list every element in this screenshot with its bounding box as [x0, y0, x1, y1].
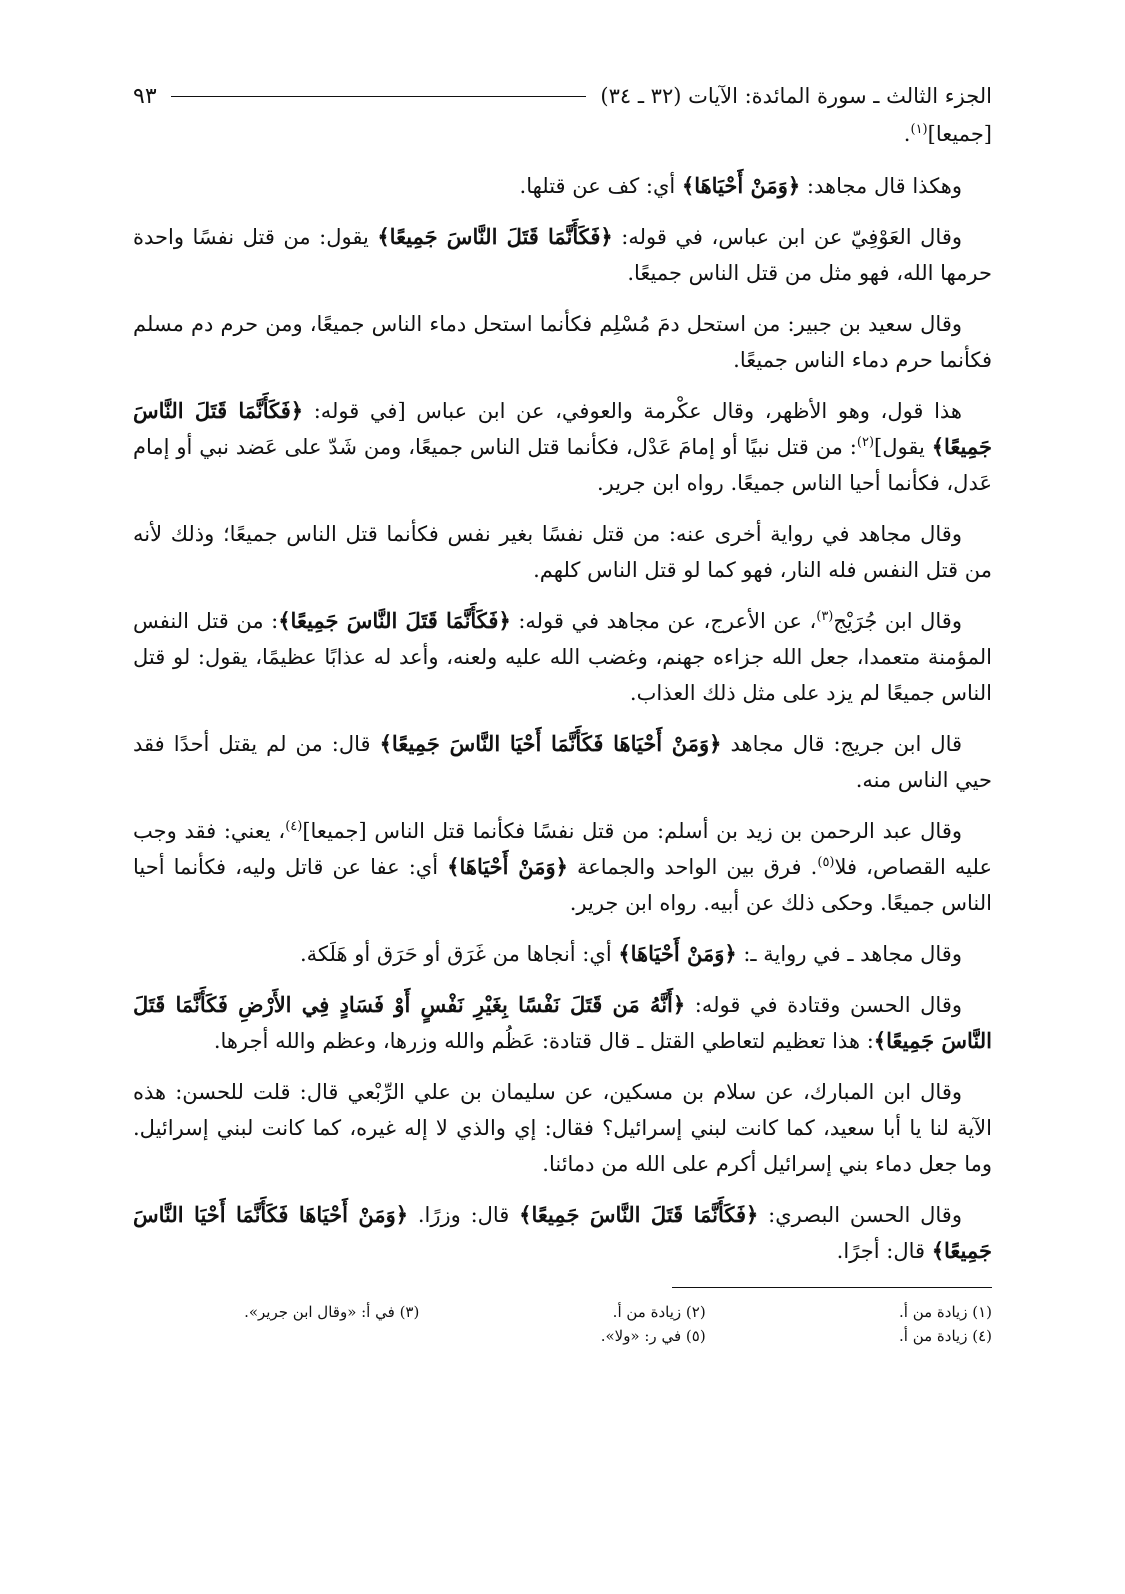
- paragraph-text: أي: عفا عن قاتل وليه، فكأنما أحيا الناس جميعًا. وحكى ذلك عن أبيه. رواه ابن جرير.: [133, 855, 992, 915]
- paragraph-text: . فرق بين الواحد والجماعة: [567, 855, 818, 879]
- paragraph-text: وقال ابن المبارك، عن سلام بن مسكين، عن سليمان بن علي الرِّبْعي قال: قلت للحسن: هذه الآية لنا يا أبا سعيد، كما كانت لبني إسرائيل؟ فقال: إي والذي لا إله غيره، كما كانت لبني إسرائيل. وما جعل دماء بني إسرائيل أكرم على الله من دمائنا.: [133, 1080, 992, 1176]
- paragraph: [133, 813, 992, 921]
- paragraph-text: وقال العَوْفِيّ عن ابن عباس، في قوله:: [612, 225, 962, 249]
- paragraph-text: وقال مجاهد ـ في رواية ـ:: [736, 942, 962, 966]
- quran-quote: ﴿وَمَنْ أَحْيَاهَا﴾: [618, 941, 737, 966]
- paragraph: [133, 987, 992, 1059]
- footnote: (١) زيادة من أ.: [899, 1303, 992, 1321]
- running-header: [133, 78, 992, 114]
- paragraph: [133, 219, 992, 291]
- footnote-marker: (٢): [856, 435, 875, 450]
- paragraph: [133, 516, 992, 588]
- footnote: (٢) زيادة من أ.: [612, 1303, 706, 1321]
- paragraph: [133, 726, 992, 798]
- paragraph-text: وقال ابن جُرَيْج: [833, 609, 962, 633]
- paragraph-text: قال: من لم يقتل أحدًا فقد حيي الناس منه.: [133, 732, 992, 792]
- quran-quote: ﴿فَكَأَنَّمَا قَتَلَ النَّاسَ جَمِيعًا﴾: [278, 608, 511, 633]
- paragraph-text: يقول]: [874, 435, 932, 459]
- footnote-marker: (٣): [816, 609, 834, 624]
- paragraph: [133, 168, 992, 204]
- footnote: (٣) في أ: «وقال ابن جرير».: [244, 1303, 420, 1321]
- paragraph: [133, 603, 992, 711]
- paragraph-text: وقال مجاهد في رواية أخرى عنه: من قتل نفسًا بغير نفس فكأنما قتل الناس جميعًا؛ وذلك لأنه من قتل النفس فله النار، فهو كما لو قتل الناس كلهم.: [133, 522, 992, 582]
- quran-quote: ﴿أَنَّهُ مَن قَتَلَ نَفْسًا بِغَيْرِ نَفْسٍ أَوْ فَسَادٍ فِي الأَرْضِ فَكَأَنَّمَا قَتَلَ النَّاسَ جَمِيعًا﴾: [133, 992, 992, 1053]
- paragraph-text: أي: أنجاها من غَرَق أو حَرَق أو هَلَكة.: [300, 942, 619, 966]
- paragraph-text: وقال الحسن وقتادة في قوله:: [685, 993, 962, 1017]
- header-title: الجزء الثالث ـ سورة المائدة: الآيات (٣٢ ـ ٣٤): [600, 84, 992, 108]
- paragraph-text: وهكذا قال مجاهد:: [800, 174, 962, 198]
- paragraph: [133, 1197, 992, 1269]
- footnote: (٥) في ر: «ولا».: [600, 1327, 706, 1345]
- paragraph-text: : من قتل النفس المؤمنة متعمدا، جعل الله جزاءه جهنم، وغضب الله عليه ولعنه، وأعد له عذابًا عظيمًا، يقول: لو قتل الناس جميعًا لم يزد على مثل ذلك العذاب.: [133, 609, 992, 705]
- paragraph: [133, 936, 992, 972]
- quran-quote: ﴿وَمَنْ أَحْيَاهَا﴾: [447, 854, 568, 879]
- paragraph-text: [جميعا]: [927, 122, 992, 146]
- quran-quote: ﴿وَمَنْ أَحْيَاهَا﴾: [681, 173, 801, 198]
- paragraph: [133, 1074, 992, 1182]
- footnote-marker: (١): [910, 122, 928, 137]
- header-rule: [171, 96, 587, 97]
- paragraph-text: : هذا تعظيم لتعاطي القتل ـ قال قتادة: عَظُم والله وزرها، وعظم والله أجرها.: [213, 1029, 874, 1053]
- paragraph: [133, 393, 992, 501]
- paragraph: [133, 116, 992, 152]
- quran-quote: ﴿فَكَأَنَّمَا قَتَلَ النَّاسَ جَمِيعًا﴾: [133, 398, 992, 459]
- page-number: ٩٣: [133, 83, 157, 109]
- paragraph-text: أي: كف عن قتلها.: [519, 174, 682, 198]
- paragraph-text: ، عن الأعرج، عن مجاهد في قوله:: [510, 609, 817, 633]
- paragraph-text: هذا قول، وهو الأظهر، وقال عكْرمة والعوفي، عن ابن عباس [في قوله:: [303, 399, 962, 423]
- footnote-marker: (٥): [817, 855, 835, 870]
- paragraph-text: وقال الحسن البصري:: [758, 1203, 962, 1227]
- body-text: [133, 116, 992, 1269]
- footnote-separator: [672, 1287, 992, 1288]
- footnote-marker: (٤): [285, 819, 303, 834]
- quran-quote: ﴿وَمَنْ أَحْيَاهَا فَكَأَنَّمَا أَحْيَا النَّاسَ جَمِيعًا﴾: [133, 1202, 992, 1263]
- paragraph-text: قال: وزرًا.: [408, 1203, 520, 1227]
- paragraph-text: وقال عبد الرحمن بن زيد بن أسلم: من قتل نفسًا فكأنما قتل الناس [جميعا]: [302, 819, 962, 843]
- footnotes: [133, 1300, 992, 1348]
- quran-quote: ﴿فَكَأَنَّمَا قَتَلَ النَّاسَ جَمِيعًا﴾: [519, 1202, 759, 1227]
- paragraph-text: : من قتل نبيًا أو إمامَ عَدْل، فكأنما قتل الناس جميعًا، ومن شَدّ على عَضد نبي أو إمام عَدل، فكأنما أحيا الناس جميعًا. رواه ابن جرير.: [133, 435, 992, 495]
- footnote: [133, 1324, 419, 1348]
- footnote: (٤) زيادة من أ.: [899, 1327, 992, 1345]
- paragraph-text: قال: أجرًا.: [836, 1239, 932, 1263]
- paragraph-text: ، يعني: فقد وجب عليه القصاص، فلا: [133, 819, 992, 879]
- paragraph-text: .: [903, 122, 911, 146]
- paragraph-text: يقول: من قتل نفسًا واحدة حرمها الله، فهو مثل من قتل الناس جميعًا.: [133, 225, 992, 285]
- paragraph-text: قال ابن جريج: قال مجاهد: [721, 732, 963, 756]
- paragraph: [133, 306, 992, 378]
- paragraph-text: وقال سعيد بن جبير: من استحل دمَ مُسْلِم فكأنما استحل دماء الناس جميعًا، ومن حرم دم مسلم فكأنما حرم دماء الناس جميعًا.: [133, 312, 992, 372]
- quran-quote: ﴿فَكَأَنَّمَا قَتَلَ النَّاسَ جَمِيعًا﴾: [377, 224, 613, 249]
- quran-quote: ﴿وَمَنْ أَحْيَاهَا فَكَأَنَّمَا أَحْيَا النَّاسَ جَمِيعًا﴾: [379, 731, 722, 756]
